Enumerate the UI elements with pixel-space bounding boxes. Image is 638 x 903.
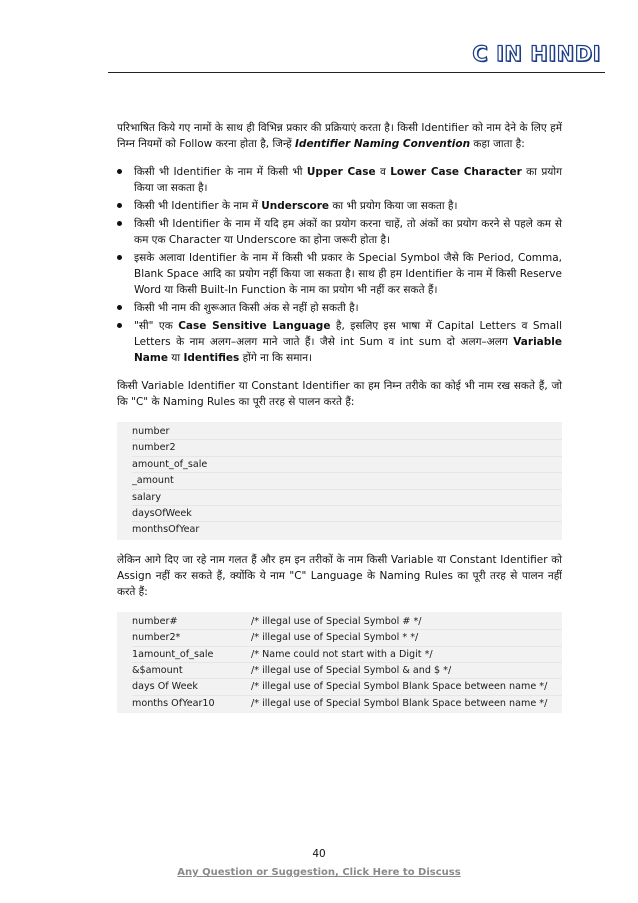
discuss-link[interactable]: Any Question or Suggestion, Click Here to Discuss [177,867,461,878]
invalid-names-intro: लेकिन आगे दिए जा रहे नाम गलत हैं और हम इन तरीकों के नाम किसी Variable या Constant Identifier को Assign नहीं कर सकते हैं, क्योंकि ये नाम "C" Language के Naming Rules का पूरी तरह से पालन नहीं करते हैं: [117,553,562,598]
rule-item: किसी भी Identifier के नाम में Underscore का भी प्रयोग किया जा सकता है। [117,198,562,214]
code-line: number# /* illegal use of Special Symbol # */ [132,614,562,630]
code-line: &$amount /* illegal use of Special Symbol & and $ */ [132,663,562,679]
code-line: salary [132,490,562,506]
bullet-icon [117,221,122,226]
bullet-icon [117,169,122,174]
bullet-icon [117,203,122,208]
valid-names-code-block [117,422,562,540]
code-line: _amount [132,473,562,489]
code-line: 1amount_of_sale /* Name could not start with a Digit */ [132,647,562,663]
valid-names-intro: किसी Variable Identifier या Constant Identifier का हम निम्न तरीके का कोई भी नाम रख सकते हैं, जो कि "C" के Naming Rules का पूरी तरह से पालन करते हैं: [117,380,562,408]
rule-item: इसके अलावा Identifier के नाम में किसी भी प्रकार के Special Symbol जैसे कि Period, Comma, Blank Space आदि का प्रयोग नहीं किया जा सकता है। साथ ही हम Identifier के नाम में किसी Reserve Word या किसी Built-In Function के नाम का प्रयोग भी नहीं कर सकते हैं। [117,250,562,298]
intro-bold-term: Identifier Naming Convention [295,138,471,150]
intro-text-2: कहा जाता है: [470,138,525,150]
rule-item: किसी भी नाम की शुरूआत किसी अंक से नहीं हो सकती है। [117,300,562,316]
code-line: amount_of_sale [132,457,562,473]
bullet-icon [117,305,122,310]
naming-rules-list [117,164,562,366]
rule-item: किसी भी Identifier के नाम में किसी भी Upper Case व Lower Case Character का प्रयोग किया जा सकता है। [117,164,562,196]
intro-text-1: परिभाषित किये गए नामों के साथ ही विभिन्न प्रकार की प्रक्रियाएं करता है। किसी Identifier को नाम देने के लिए हमें निम्न नियमों को Follow करना होता है, जिन्हें [117,122,562,150]
code-line: number2 [132,440,562,456]
intro-paragraph [117,120,562,152]
page-content [117,120,562,725]
code-line: days Of Week /* illegal use of Special Symbol Blank Space between name */ [132,679,562,695]
bullet-icon [117,323,122,328]
invalid-names-code-block [117,612,562,713]
code-line: daysOfWeek [132,506,562,522]
bullet-icon [117,255,122,260]
code-line: number [132,424,562,440]
code-line: monthsOfYear [132,524,200,536]
rule-item: "सी" एक Case Sensitive Language है, इसलिए इस भाषा में Capital Letters व Small Letters के नाम अलग–अलग माने जाते हैं। जैसे int Sum व int sum दो अलग–अलग Variable Name या Identifies होंगे ना कि समान। [117,318,562,366]
header-divider [108,72,605,73]
page-number: 40 [312,848,326,860]
header-title: C IN HINDI [472,42,601,66]
code-line: number2* /* illegal use of Special Symbol * */ [132,630,562,646]
rule-item: किसी भी Identifier के नाम में यदि हम अंकों का प्रयोग करना चाहें, तो अंकों का प्रयोग करने से पहले कम से कम एक Character या Underscore का होना जरूरी होता है। [117,216,562,248]
code-line: months OfYear10 /* illegal use of Special Symbol Blank Space between name */ [132,697,548,709]
